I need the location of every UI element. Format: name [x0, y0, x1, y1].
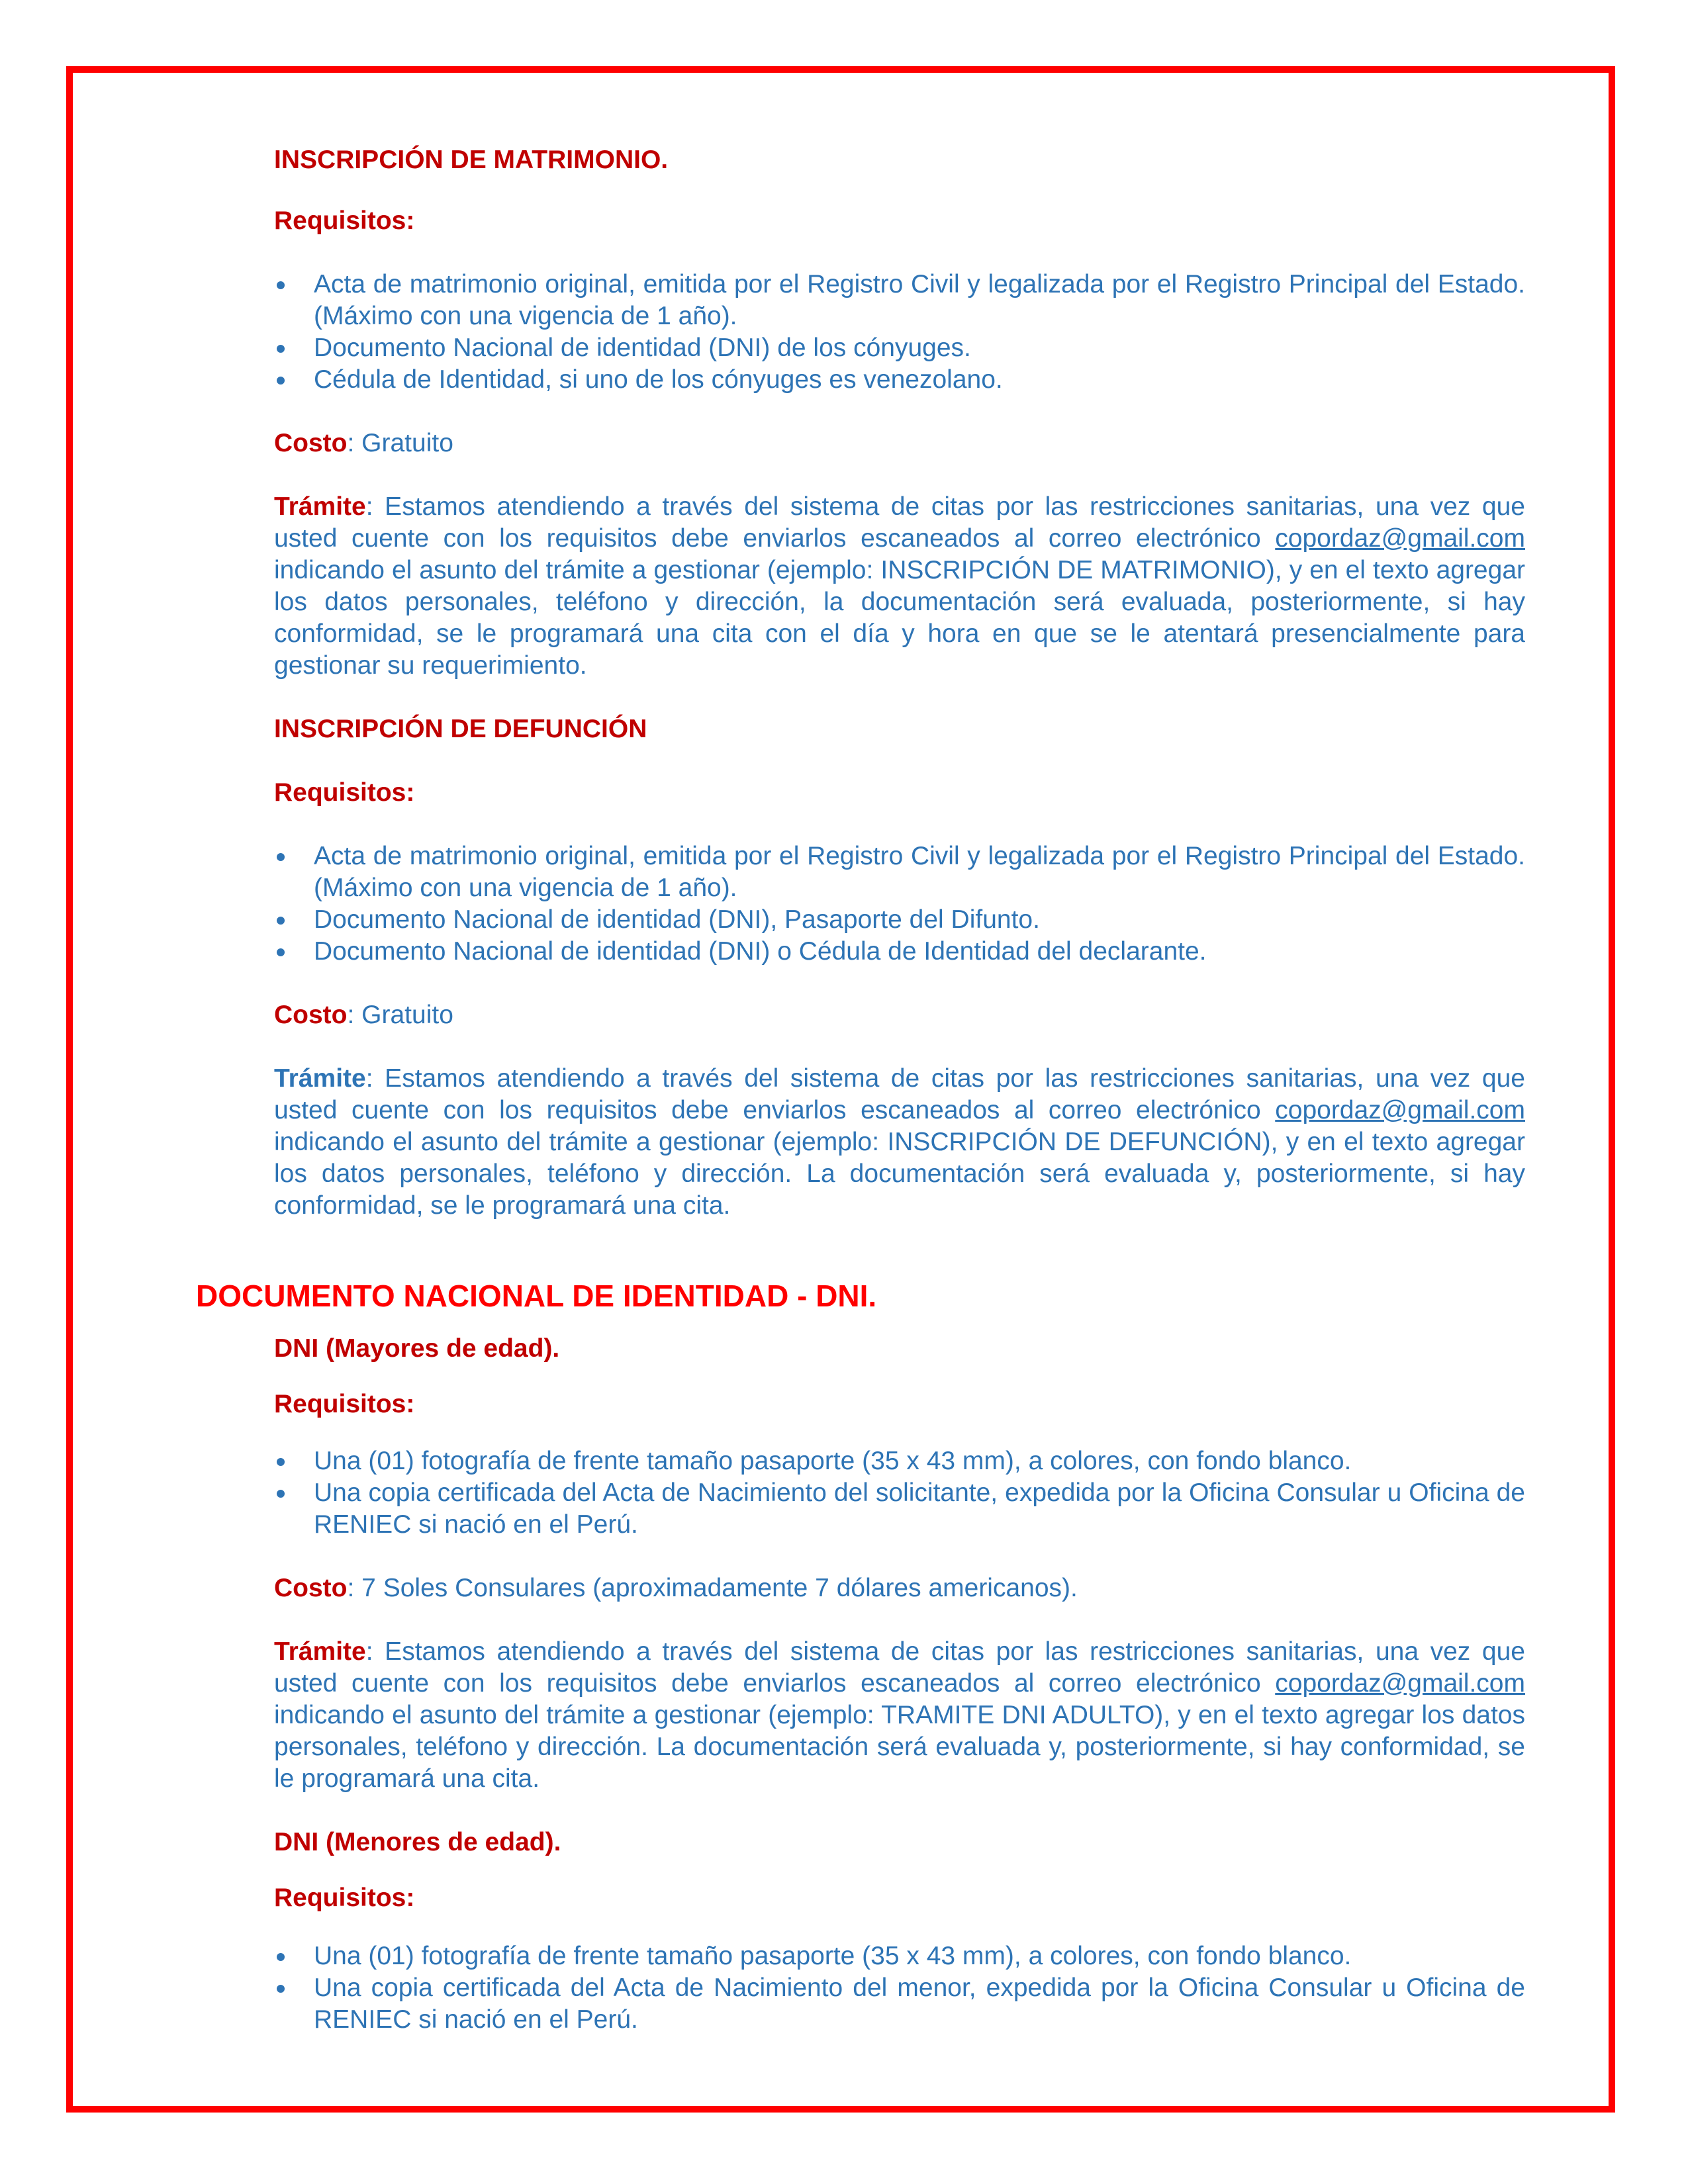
tramite-text-pre: : Estamos atendiendo a través del sistema de citas por las restricciones sanitarias, una vez que usted cuente con los requisitos debe enviarlos escaneados al correo electrónico [274, 1637, 1525, 1698]
list-item: Documento Nacional de identidad (DNI) o Cédula de Identidad del declarante. [274, 936, 1525, 968]
dni-section-title: DOCUMENTO NACIONAL DE IDENTIDAD - DNI. [196, 1279, 877, 1313]
dni-mayores-requirements-list [274, 1445, 1525, 1541]
list-item: Cédula de Identidad, si uno de los cónyuges es venezolano. [274, 364, 1525, 396]
tramite-label: Trámite [274, 1637, 366, 1666]
list-item: Una copia certificada del Acta de Nacimiento del solicitante, expedida por la Oficina Consular u Oficina de RENIEC si nació en el Perú. [274, 1477, 1525, 1541]
matrimonio-tramite [274, 491, 1525, 682]
defuncion-requisitos-label: Requisitos: [274, 778, 415, 807]
email-link[interactable]: copordaz@gmail.com [1275, 524, 1525, 553]
list-item: Una copia certificada del Acta de Nacimiento del menor, expedida por la Oficina Consular u Oficina de RENIEC si nació en el Perú. [274, 1972, 1525, 2036]
list-item: Acta de matrimonio original, emitida por el Registro Civil y legalizada por el Registro Principal del Estado. (Máximo con una vigencia de 1 año). [274, 269, 1525, 332]
email-link[interactable]: copordaz@gmail.com [1275, 1096, 1525, 1124]
document-body [274, 144, 1525, 1222]
dni-menores-requisitos-label: Requisitos: [274, 1884, 415, 1912]
tramite-text-post: indicando el asunto del trámite a gestionar (ejemplo: INSCRIPCIÓN DE DEFUNCIÓN), y en el texto agregar los datos personales, teléfono y dirección. La documentación será evaluada y, posteriormente, si hay conformidad, se le programará una cita. [274, 1128, 1525, 1220]
costo-label: Costo [274, 1001, 348, 1029]
defuncion-title: INSCRIPCIÓN DE DEFUNCIÓN [274, 715, 647, 743]
dni-mayores-costo [274, 1572, 1525, 1604]
matrimonio-requisitos-label: Requisitos: [274, 206, 415, 235]
list-item: Una (01) fotografía de frente tamaño pasaporte (35 x 43 mm), a colores, con fondo blanco. [274, 1445, 1525, 1477]
matrimonio-title: INSCRIPCIÓN DE MATRIMONIO. [274, 146, 669, 174]
defuncion-requirements-list [274, 841, 1525, 968]
costo-label: Costo [274, 1574, 348, 1602]
list-item: Acta de matrimonio original, emitida por el Registro Civil y legalizada por el Registro Principal del Estado. (Máximo con una vigencia de 1 año). [274, 841, 1525, 904]
dni-body [274, 1333, 1525, 2036]
tramite-label: Trámite [274, 492, 366, 521]
email-link[interactable]: copordaz@gmail.com [1275, 1669, 1525, 1698]
tramite-text-post: indicando el asunto del trámite a gestionar (ejemplo: INSCRIPCIÓN DE MATRIMONIO), y en el texto agregar los datos personales, teléfono y dirección, la documentación será evaluada, posteriormente, si hay conformidad, se le programará una cita con el día y hora en que se le atentará presencialmente para gestionar su requerimiento. [274, 556, 1525, 680]
defuncion-costo [274, 999, 1525, 1031]
dni-mayores-tramite [274, 1636, 1525, 1795]
dni-mayores-title: DNI (Mayores de edad). [274, 1334, 560, 1363]
costo-label: Costo [274, 429, 348, 457]
costo-value: : Gratuito [347, 429, 453, 457]
tramite-text-pre: : Estamos atendiendo a través del sistema de citas por las restricciones sanitarias, una vez que usted cuente con los requisitos debe enviarlos escaneados al correo electrónico [274, 492, 1525, 553]
matrimonio-requirements-list [274, 269, 1525, 396]
tramite-text-post: indicando el asunto del trámite a gestionar (ejemplo: TRAMITE DNI ADULTO), y en el texto agregar los datos personales, teléfono y dirección. La documentación será evaluada y, posteriormente, si hay conformidad, se le programará una cita. [274, 1701, 1525, 1793]
dni-mayores-requisitos-label: Requisitos: [274, 1390, 415, 1418]
costo-value: : Gratuito [347, 1001, 453, 1029]
list-item: Documento Nacional de identidad (DNI), Pasaporte del Difunto. [274, 904, 1525, 936]
list-item: Documento Nacional de identidad (DNI) de los cónyuges. [274, 332, 1525, 364]
costo-value: : 7 Soles Consulares (aproximadamente 7 dólares americanos). [347, 1574, 1078, 1602]
dni-section [196, 1277, 1520, 1314]
list-item: Una (01) fotografía de frente tamaño pasaporte (35 x 43 mm), a colores, con fondo blanco. [274, 1940, 1525, 1972]
dni-menores-requirements-list [274, 1940, 1525, 2036]
matrimonio-costo [274, 428, 1525, 459]
tramite-text-pre: : Estamos atendiendo a través del sistema de citas por las restricciones sanitarias, una vez que usted cuente con los requisitos debe enviarlos escaneados al correo electrónico [274, 1064, 1525, 1124]
defuncion-tramite [274, 1063, 1525, 1222]
tramite-label: Trámite [274, 1064, 366, 1093]
dni-menores-title: DNI (Menores de edad). [274, 1828, 561, 1856]
